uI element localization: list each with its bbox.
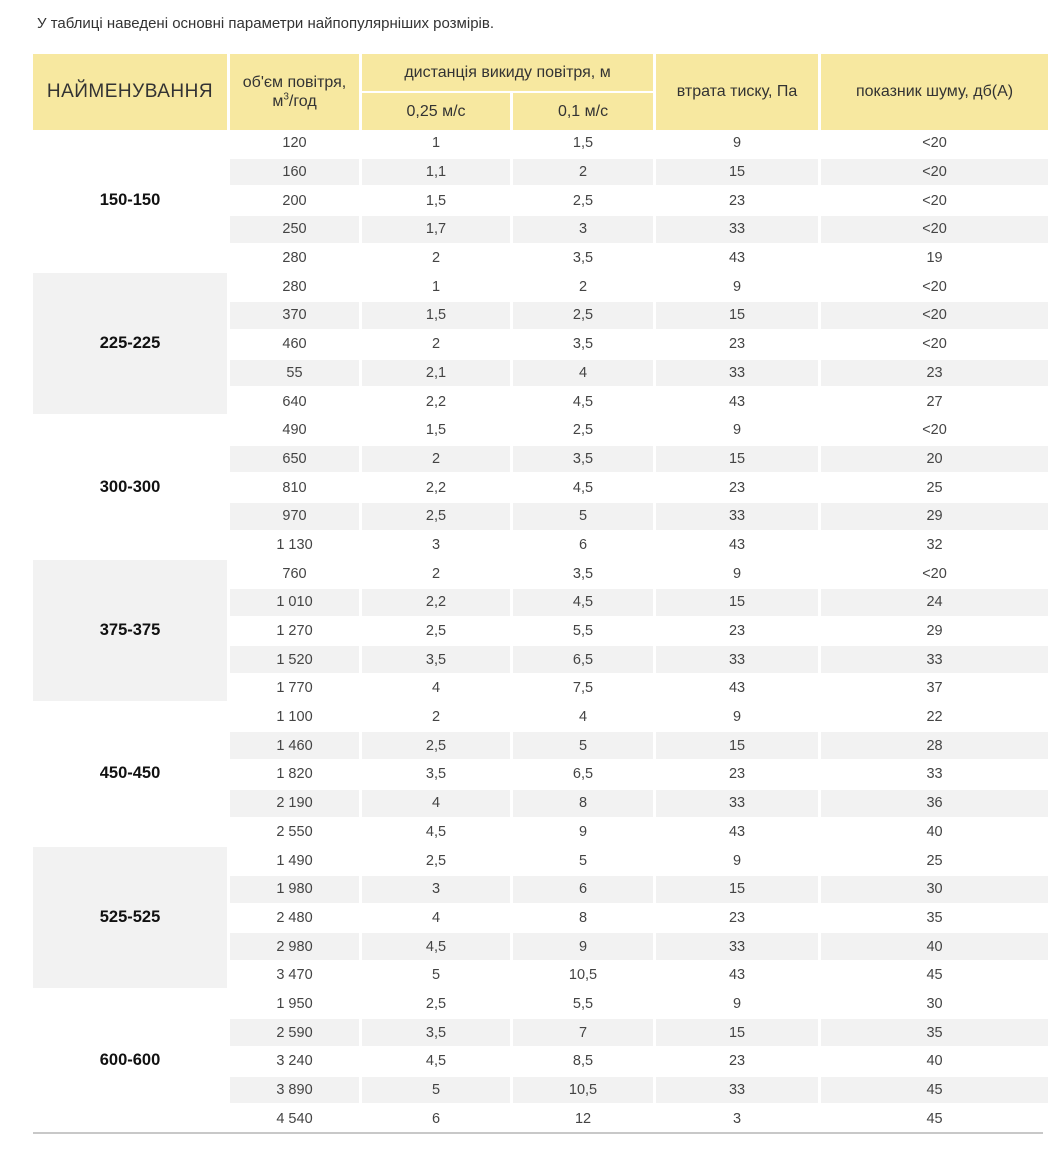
pressure-cell: 9 (656, 991, 818, 1020)
noise-cell: <20 (821, 273, 1048, 302)
pressure-cell: 15 (656, 446, 818, 475)
pressure-cell: 15 (656, 732, 818, 761)
table-row (33, 704, 1048, 733)
volume-cell: 2 190 (230, 790, 359, 819)
volume-cell: 1 130 (230, 532, 359, 561)
volume-cell: 1 820 (230, 761, 359, 790)
header-speed-025: 0,25 м/с (362, 93, 510, 130)
bottom-rule (33, 1132, 1043, 1134)
distance-01-cell: 12 (513, 1105, 653, 1134)
distance-01-cell: 3 (513, 216, 653, 245)
distance-025-cell: 2,2 (362, 589, 510, 618)
distance-025-cell: 5 (362, 1077, 510, 1106)
header-distance: дистанція викиду повітря, м (362, 54, 653, 93)
noise-cell: 30 (821, 991, 1048, 1020)
pressure-cell: 33 (656, 360, 818, 389)
pressure-cell: 15 (656, 1019, 818, 1048)
parameters-table (30, 54, 1051, 1134)
noise-cell: <20 (821, 560, 1048, 589)
volume-cell: 1 270 (230, 618, 359, 647)
volume-cell: 1 770 (230, 675, 359, 704)
header-noise: показник шуму, дб(А) (821, 54, 1048, 130)
distance-01-cell: 9 (513, 933, 653, 962)
distance-025-cell: 2,5 (362, 732, 510, 761)
noise-cell: 33 (821, 761, 1048, 790)
pressure-cell: 9 (656, 704, 818, 733)
table-row (33, 847, 1048, 876)
distance-01-cell: 4,5 (513, 589, 653, 618)
header-volume (230, 54, 359, 130)
noise-cell: 20 (821, 446, 1048, 475)
noise-cell: 45 (821, 1077, 1048, 1106)
volume-cell: 2 550 (230, 819, 359, 848)
distance-025-cell: 1 (362, 130, 510, 159)
distance-01-cell: 4,5 (513, 474, 653, 503)
distance-01-cell: 6,5 (513, 761, 653, 790)
distance-01-cell: 6 (513, 876, 653, 905)
noise-cell: 28 (821, 732, 1048, 761)
size-group (33, 704, 1048, 847)
volume-cell: 3 890 (230, 1077, 359, 1106)
distance-025-cell: 4,5 (362, 819, 510, 848)
distance-01-cell: 5,5 (513, 618, 653, 647)
distance-01-cell: 3,5 (513, 245, 653, 274)
volume-cell: 160 (230, 159, 359, 188)
header-name: НАЙМЕНУВАННЯ (33, 54, 227, 130)
size-group (33, 560, 1048, 703)
header-volume-unit: $м^3$/год (272, 91, 317, 110)
noise-cell: 40 (821, 933, 1048, 962)
pressure-cell: 43 (656, 388, 818, 417)
distance-01-cell: 5 (513, 847, 653, 876)
distance-025-cell: 2 (362, 446, 510, 475)
volume-cell: 640 (230, 388, 359, 417)
volume-cell: 810 (230, 474, 359, 503)
distance-01-cell: 2,5 (513, 187, 653, 216)
distance-01-cell: 3,5 (513, 560, 653, 589)
distance-01-cell: 10,5 (513, 1077, 653, 1106)
distance-025-cell: 4 (362, 790, 510, 819)
distance-01-cell: 2 (513, 159, 653, 188)
noise-cell: 30 (821, 876, 1048, 905)
volume-cell: 1 520 (230, 646, 359, 675)
noise-cell: 35 (821, 1019, 1048, 1048)
table-row (33, 273, 1048, 302)
volume-cell: 1 490 (230, 847, 359, 876)
volume-cell: 1 010 (230, 589, 359, 618)
distance-025-cell: 2 (362, 704, 510, 733)
noise-cell: 19 (821, 245, 1048, 274)
header-volume-label: об'єм повітря, (242, 74, 347, 91)
noise-cell: <20 (821, 187, 1048, 216)
pressure-cell: 23 (656, 1048, 818, 1077)
pressure-cell: 33 (656, 1077, 818, 1106)
pressure-cell: 33 (656, 503, 818, 532)
size-name: 525-525 (33, 847, 227, 990)
size-group (33, 847, 1048, 990)
size-name: 375-375 (33, 560, 227, 703)
pressure-cell: 9 (656, 273, 818, 302)
pressure-cell: 33 (656, 933, 818, 962)
noise-cell: 27 (821, 388, 1048, 417)
distance-01-cell: 8 (513, 790, 653, 819)
noise-cell: <20 (821, 331, 1048, 360)
size-group (33, 417, 1048, 560)
volume-cell: 280 (230, 273, 359, 302)
table-row (33, 417, 1048, 446)
distance-025-cell: 1,5 (362, 417, 510, 446)
noise-cell: 33 (821, 646, 1048, 675)
noise-cell: <20 (821, 417, 1048, 446)
distance-025-cell: 2,2 (362, 474, 510, 503)
noise-cell: 32 (821, 532, 1048, 561)
pressure-cell: 43 (656, 532, 818, 561)
table-row (33, 130, 1048, 159)
noise-cell: <20 (821, 130, 1048, 159)
size-name: 300-300 (33, 417, 227, 560)
distance-01-cell: 5,5 (513, 991, 653, 1020)
table-row (33, 560, 1048, 589)
pressure-cell: 43 (656, 245, 818, 274)
noise-cell: 22 (821, 704, 1048, 733)
size-group (33, 273, 1048, 416)
distance-01-cell: 2,5 (513, 302, 653, 331)
distance-025-cell: 2 (362, 560, 510, 589)
size-group (33, 130, 1048, 273)
distance-01-cell: 8 (513, 905, 653, 934)
distance-025-cell: 4,5 (362, 1048, 510, 1077)
noise-cell: 29 (821, 503, 1048, 532)
distance-025-cell: 3 (362, 532, 510, 561)
volume-cell: 2 980 (230, 933, 359, 962)
pressure-cell: 9 (656, 560, 818, 589)
pressure-cell: 33 (656, 216, 818, 245)
distance-025-cell: 1,1 (362, 159, 510, 188)
table-header (33, 54, 1048, 130)
pressure-cell: 23 (656, 187, 818, 216)
distance-01-cell: 4 (513, 704, 653, 733)
distance-025-cell: 6 (362, 1105, 510, 1134)
noise-cell: 24 (821, 589, 1048, 618)
pressure-cell: 23 (656, 331, 818, 360)
noise-cell: 23 (821, 360, 1048, 389)
distance-01-cell: 3,5 (513, 331, 653, 360)
volume-cell: 1 980 (230, 876, 359, 905)
noise-cell: 40 (821, 819, 1048, 848)
volume-cell: 2 590 (230, 1019, 359, 1048)
noise-cell: 40 (821, 1048, 1048, 1077)
noise-cell: 25 (821, 847, 1048, 876)
size-name: 600-600 (33, 991, 227, 1134)
pressure-cell: 15 (656, 876, 818, 905)
noise-cell: 37 (821, 675, 1048, 704)
distance-025-cell: 3 (362, 876, 510, 905)
noise-cell: 45 (821, 962, 1048, 991)
noise-cell: 29 (821, 618, 1048, 647)
pressure-cell: 9 (656, 847, 818, 876)
distance-025-cell: 4 (362, 675, 510, 704)
pressure-cell: 23 (656, 474, 818, 503)
volume-cell: 2 480 (230, 905, 359, 934)
volume-cell: 55 (230, 360, 359, 389)
volume-cell: 760 (230, 560, 359, 589)
size-group (33, 991, 1048, 1134)
pressure-cell: 43 (656, 819, 818, 848)
distance-01-cell: 3,5 (513, 446, 653, 475)
noise-cell: <20 (821, 159, 1048, 188)
distance-01-cell: 6 (513, 532, 653, 561)
pressure-cell: 15 (656, 302, 818, 331)
header-speed-01: 0,1 м/с (513, 93, 653, 130)
distance-025-cell: 1,5 (362, 302, 510, 331)
pressure-cell: 43 (656, 962, 818, 991)
volume-cell: 370 (230, 302, 359, 331)
pressure-cell: 15 (656, 159, 818, 188)
noise-cell: <20 (821, 302, 1048, 331)
distance-01-cell: 9 (513, 819, 653, 848)
pressure-cell: 15 (656, 589, 818, 618)
distance-01-cell: 4,5 (513, 388, 653, 417)
volume-cell: 1 100 (230, 704, 359, 733)
noise-cell: 45 (821, 1105, 1048, 1134)
pressure-cell: 9 (656, 417, 818, 446)
distance-025-cell: 2,5 (362, 847, 510, 876)
distance-025-cell: 3,5 (362, 1019, 510, 1048)
volume-cell: 4 540 (230, 1105, 359, 1134)
distance-025-cell: 1,5 (362, 187, 510, 216)
size-name: 150-150 (33, 130, 227, 273)
distance-01-cell: 6,5 (513, 646, 653, 675)
noise-cell: <20 (821, 216, 1048, 245)
distance-025-cell: 2,5 (362, 503, 510, 532)
distance-01-cell: 1,5 (513, 130, 653, 159)
distance-025-cell: 4,5 (362, 933, 510, 962)
distance-01-cell: 2 (513, 273, 653, 302)
size-name: 225-225 (33, 273, 227, 416)
distance-025-cell: 2,1 (362, 360, 510, 389)
pressure-cell: 9 (656, 130, 818, 159)
distance-01-cell: 8,5 (513, 1048, 653, 1077)
pressure-cell: 23 (656, 618, 818, 647)
distance-025-cell: 4 (362, 905, 510, 934)
distance-01-cell: 4 (513, 360, 653, 389)
volume-cell: 970 (230, 503, 359, 532)
distance-025-cell: 1 (362, 273, 510, 302)
distance-01-cell: 5 (513, 503, 653, 532)
volume-cell: 1 460 (230, 732, 359, 761)
pressure-cell: 23 (656, 905, 818, 934)
distance-01-cell: 10,5 (513, 962, 653, 991)
distance-025-cell: 1,7 (362, 216, 510, 245)
size-name: 450-450 (33, 704, 227, 847)
pressure-cell: 33 (656, 646, 818, 675)
distance-025-cell: 2 (362, 331, 510, 360)
distance-025-cell: 3,5 (362, 761, 510, 790)
distance-025-cell: 2,5 (362, 618, 510, 647)
distance-01-cell: 5 (513, 732, 653, 761)
distance-025-cell: 2 (362, 245, 510, 274)
noise-cell: 36 (821, 790, 1048, 819)
volume-cell: 120 (230, 130, 359, 159)
volume-cell: 650 (230, 446, 359, 475)
volume-cell: 1 950 (230, 991, 359, 1020)
distance-025-cell: 2,2 (362, 388, 510, 417)
intro-text: У таблиці наведені основні параметри найпопулярніших розмірів. (37, 15, 495, 32)
pressure-cell: 43 (656, 675, 818, 704)
pressure-cell: 23 (656, 761, 818, 790)
distance-01-cell: 7 (513, 1019, 653, 1048)
distance-025-cell: 5 (362, 962, 510, 991)
noise-cell: 35 (821, 905, 1048, 934)
volume-cell: 460 (230, 331, 359, 360)
noise-cell: 25 (821, 474, 1048, 503)
distance-025-cell: 3,5 (362, 646, 510, 675)
header-pressure: втрата тиску, Па (656, 54, 818, 130)
distance-025-cell: 2,5 (362, 991, 510, 1020)
volume-cell: 3 470 (230, 962, 359, 991)
volume-cell: 200 (230, 187, 359, 216)
volume-cell: 490 (230, 417, 359, 446)
distance-01-cell: 2,5 (513, 417, 653, 446)
volume-cell: 250 (230, 216, 359, 245)
distance-01-cell: 7,5 (513, 675, 653, 704)
pressure-cell: 33 (656, 790, 818, 819)
volume-cell: 3 240 (230, 1048, 359, 1077)
volume-cell: 280 (230, 245, 359, 274)
pressure-cell: 3 (656, 1105, 818, 1134)
table-row (33, 991, 1048, 1020)
